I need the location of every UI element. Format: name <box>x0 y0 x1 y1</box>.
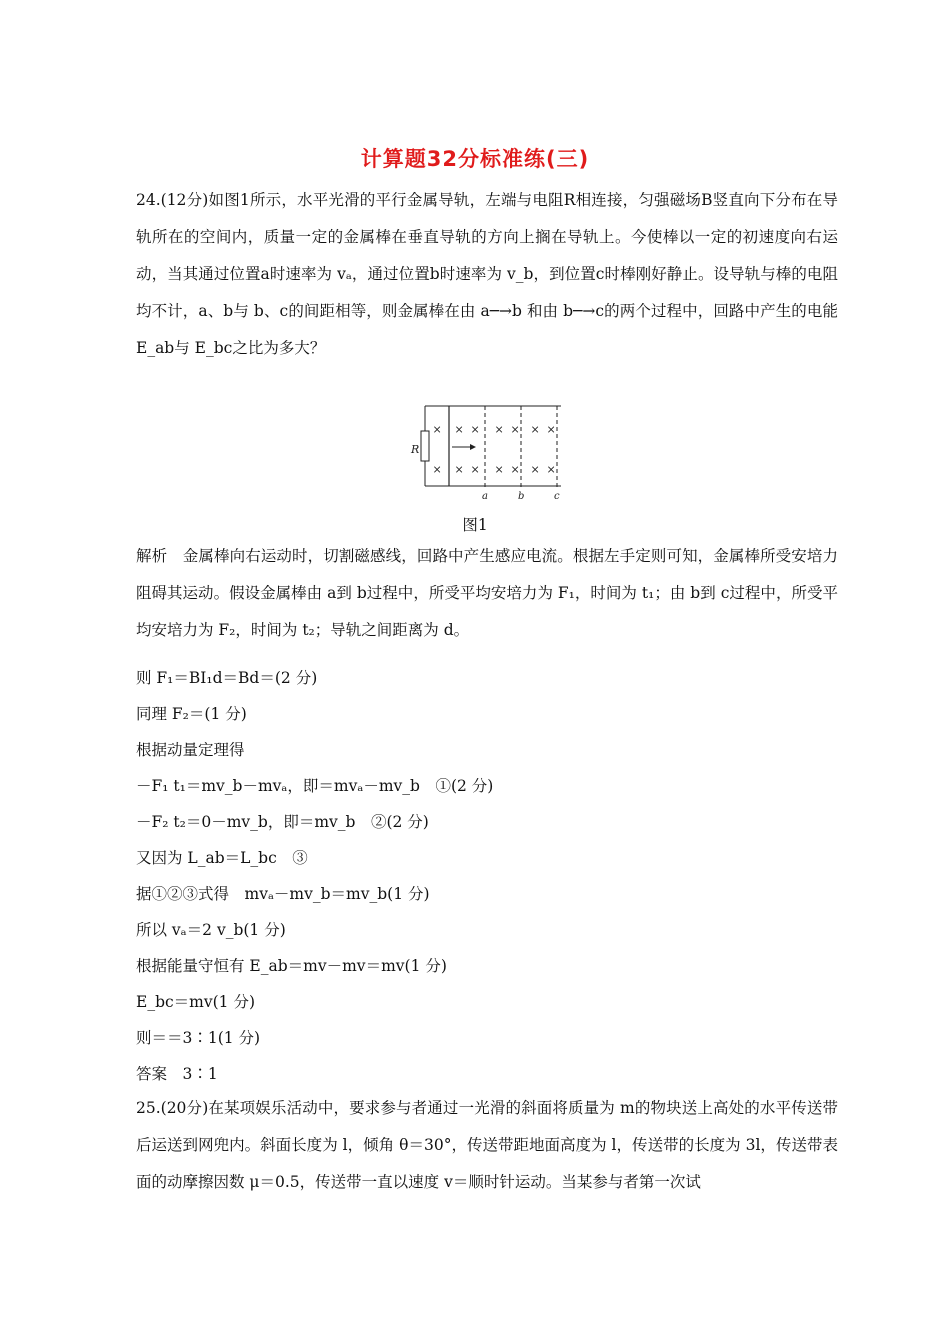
question-25-text: 25.(20分)在某项娱乐活动中，要求参与者通过一光滑的斜面将质量为 m的物块送上高处的水平传送带后运送到网兜内。斜面长度为 l，倾角 θ＝30°，传送带距地面高度为 l，传送带的长度为 3l，传送带表面的动摩擦因数 μ＝0.5，传送带一直以速度 v＝顺时针运动。当某参与者第一次试 <box>136 1099 838 1191</box>
solution-analysis: 解析 金属棒向右运动时，切割磁感线，回路中产生感应电流。根据左手定则可知，金属棒所受安培力阻碍其运动。假设金属棒由 a到 b过程中，所受平均安培力为 F₁，时间为 t₁；由 b到 c过程中，所受平均安培力为 F₂，时间为 t₂；导轨之间距离为 d。 <box>136 547 838 639</box>
solution-line: －F₁ t₁＝mv_b－mvₐ，即＝mvₐ－mv_b ①(2 分) <box>136 777 494 795</box>
velocity-arrowhead <box>470 444 476 450</box>
field-cross: × <box>494 423 504 436</box>
solution-line: E_bc＝mv(1 分) <box>136 993 256 1011</box>
solution-line: －F₂ t₂＝0－mv_b，即＝mv_b ②(2 分) <box>136 813 429 831</box>
field-cross: × <box>530 423 540 436</box>
field-cross: × <box>510 463 520 476</box>
resistor <box>421 431 429 461</box>
solution-line: 则 F₁＝BI₁d＝Bd＝(2 分) <box>136 669 318 687</box>
field-cross: × <box>494 463 504 476</box>
label-b: b <box>518 491 525 502</box>
field-cross: × <box>470 423 480 436</box>
figure-1-caption: 图1 <box>462 516 488 534</box>
resistor-label: R <box>411 443 420 456</box>
solution-line: 根据动量定理得 <box>136 741 245 759</box>
field-cross: × <box>510 423 520 436</box>
question-24-text: 24.(12分)如图1所示，水平光滑的平行金属导轨，左端与电阻R相连接，匀强磁场B竖直向下分布在导轨所在的空间内，质量一定的金属棒在垂直导轨的方向上搁在导轨上。今使棒以一定的初速度向右运动，当其通过位置a时速率为 vₐ，通过位置b时速率为 v_b，到位置c时棒刚好静止。设导轨与棒的电阻均不计，a、b与 b、c的间距相等，则金属棒在由 a─→b 和由 b─→c的两个过程中，回路中产生的电能 E_ab与 E_bc之比为多大？ <box>136 191 838 357</box>
solution-line: 又因为 L_ab＝L_bc ③ <box>136 849 308 867</box>
solution-line: 据①②③式得 mvₐ－mv_b＝mv_b(1 分) <box>136 885 430 903</box>
field-cross: × <box>454 463 464 476</box>
field-cross: × <box>546 423 556 436</box>
field-cross: × <box>454 423 464 436</box>
solution-line: 则＝＝3∶1(1 分) <box>136 1029 261 1047</box>
field-cross: × <box>546 463 556 476</box>
field-cross: × <box>470 463 480 476</box>
figure-1-rails-diagram <box>405 398 575 503</box>
field-cross: × <box>432 463 442 476</box>
field-cross: × <box>530 463 540 476</box>
label-c: c <box>554 491 560 502</box>
field-cross: × <box>432 423 442 436</box>
answer-line: 答案 3∶1 <box>136 1065 218 1083</box>
magnetic-field-crosses <box>433 423 556 476</box>
solution-line: 同理 F₂＝(1 分) <box>136 705 247 723</box>
solution-line: 所以 vₐ＝2 v_b(1 分) <box>136 921 286 939</box>
label-a: a <box>482 491 488 502</box>
solution-line: 根据能量守恒有 E_ab＝mv－mv＝mv(1 分) <box>136 957 447 975</box>
page-title: 计算题32分标准练(三) <box>360 147 590 171</box>
